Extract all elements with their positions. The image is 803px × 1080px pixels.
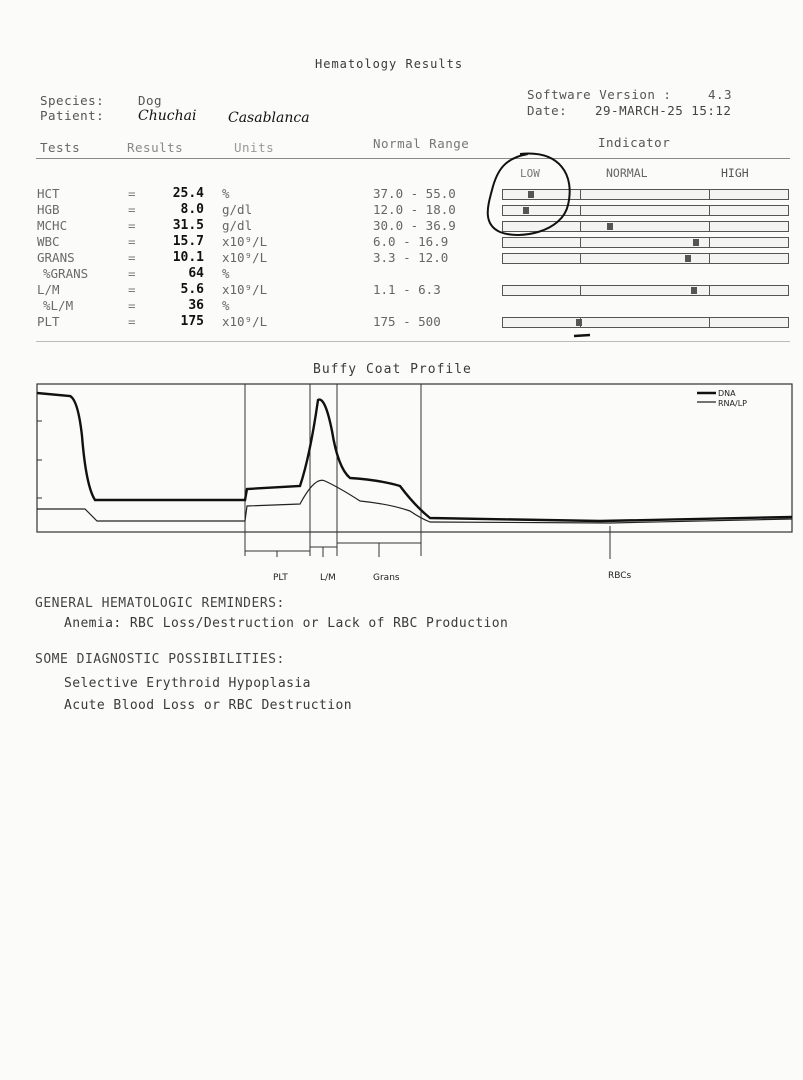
region-label-plt: PLT — [273, 573, 288, 583]
indicator-high-label: HIGH — [721, 166, 749, 180]
unit-value: % — [222, 266, 230, 281]
diagnostic-item: Acute Blood Loss or RBC Destruction — [64, 698, 352, 713]
species-label: Species: — [40, 93, 105, 108]
equals-sign: = — [128, 298, 136, 313]
unit-value: % — [222, 298, 230, 313]
rna-lp-trace — [37, 480, 792, 523]
unit-value: x10⁹/L — [222, 234, 268, 249]
result-value: 36 — [188, 298, 204, 313]
test-name: PLT — [37, 314, 60, 329]
result-value: 15.7 — [172, 234, 204, 249]
legend-rna-label: RNA/LP — [718, 399, 747, 408]
plot-frame — [37, 384, 792, 532]
test-name: HCT — [37, 186, 60, 201]
patient-label: Patient: — [40, 108, 105, 123]
software-version: 4.3 — [708, 87, 733, 102]
software-label: Software Version : — [527, 87, 672, 102]
report-date: 29-MARCH-25 15:12 — [595, 103, 732, 118]
buffy-title: Buffy Coat Profile — [313, 362, 472, 377]
unit-value: x10⁹/L — [222, 314, 268, 329]
test-name: GRANS — [37, 250, 75, 265]
header-tests: Tests — [40, 140, 81, 155]
normal-range-value: 30.0 - 36.9 — [373, 218, 456, 233]
equals-sign: = — [128, 186, 136, 201]
reminders-heading: GENERAL HEMATOLOGIC REMINDERS: — [35, 596, 285, 611]
unit-value: g/dl — [222, 218, 253, 233]
patient-first-name: Chuchai — [138, 108, 197, 124]
normal-range-value: 1.1 - 6.3 — [373, 282, 441, 297]
test-name: %GRANS — [43, 266, 89, 281]
normal-range-value: 6.0 - 16.9 — [373, 234, 449, 249]
equals-sign: = — [128, 250, 136, 265]
result-value: 175 — [180, 314, 204, 329]
test-name: %L/M — [43, 298, 74, 313]
test-name: L/M — [37, 282, 60, 297]
reminder-line: Anemia: RBC Loss/Destruction or Lack of RBC Production — [64, 616, 509, 631]
indicator-low-label: LOW — [520, 167, 540, 180]
equals-sign: = — [128, 202, 136, 217]
unit-value: % — [222, 186, 230, 201]
result-value: 25.4 — [172, 186, 204, 201]
result-value: 10.1 — [172, 250, 204, 265]
low-circle-mark — [488, 154, 570, 235]
result-value: 8.0 — [180, 202, 204, 217]
header-indicator: Indicator — [598, 135, 671, 150]
patient-last-name: Casablanca — [228, 110, 310, 126]
region-label-lm: L/M — [320, 573, 336, 583]
unit-value: x10⁹/L — [222, 282, 268, 297]
diagnostics-heading: SOME DIAGNOSTIC POSSIBILITIES: — [35, 652, 285, 667]
diagnostic-item: Selective Erythroid Hypoplasia — [64, 676, 311, 691]
region-label-grans: Grans — [373, 573, 400, 583]
normal-range-value: 3.3 - 12.0 — [373, 250, 449, 265]
test-name: MCHC — [37, 218, 68, 233]
dna-trace — [37, 393, 792, 521]
normal-range-value: 12.0 - 18.0 — [373, 202, 456, 217]
test-name: WBC — [37, 234, 60, 249]
header-units: Units — [234, 140, 275, 155]
date-label: Date: — [527, 103, 568, 118]
plt-underline-mark — [574, 335, 590, 336]
species-value: Dog — [138, 93, 163, 108]
report-title: Hematology Results — [315, 57, 464, 71]
header-results: Results — [127, 140, 184, 155]
test-name: HGB — [37, 202, 60, 217]
normal-range-value: 175 - 500 — [373, 314, 441, 329]
legend-dna-label: DNA — [718, 389, 736, 398]
table-bottom-divider — [36, 341, 790, 342]
equals-sign: = — [128, 282, 136, 297]
equals-sign: = — [128, 266, 136, 281]
equals-sign: = — [128, 234, 136, 249]
equals-sign: = — [128, 314, 136, 329]
result-value: 31.5 — [172, 218, 204, 233]
buffy-coat-chart — [0, 376, 803, 591]
handwritten-annotations — [0, 0, 803, 360]
result-value: 5.6 — [180, 282, 204, 297]
unit-value: g/dl — [222, 202, 253, 217]
result-value: 64 — [188, 266, 204, 281]
region-label-rbcs: RBCs — [608, 571, 632, 581]
unit-value: x10⁹/L — [222, 250, 268, 265]
equals-sign: = — [128, 218, 136, 233]
indicator-normal-label: NORMAL — [606, 166, 648, 180]
normal-range-value: 37.0 - 55.0 — [373, 186, 456, 201]
header-normal-range: Normal Range — [373, 136, 470, 151]
